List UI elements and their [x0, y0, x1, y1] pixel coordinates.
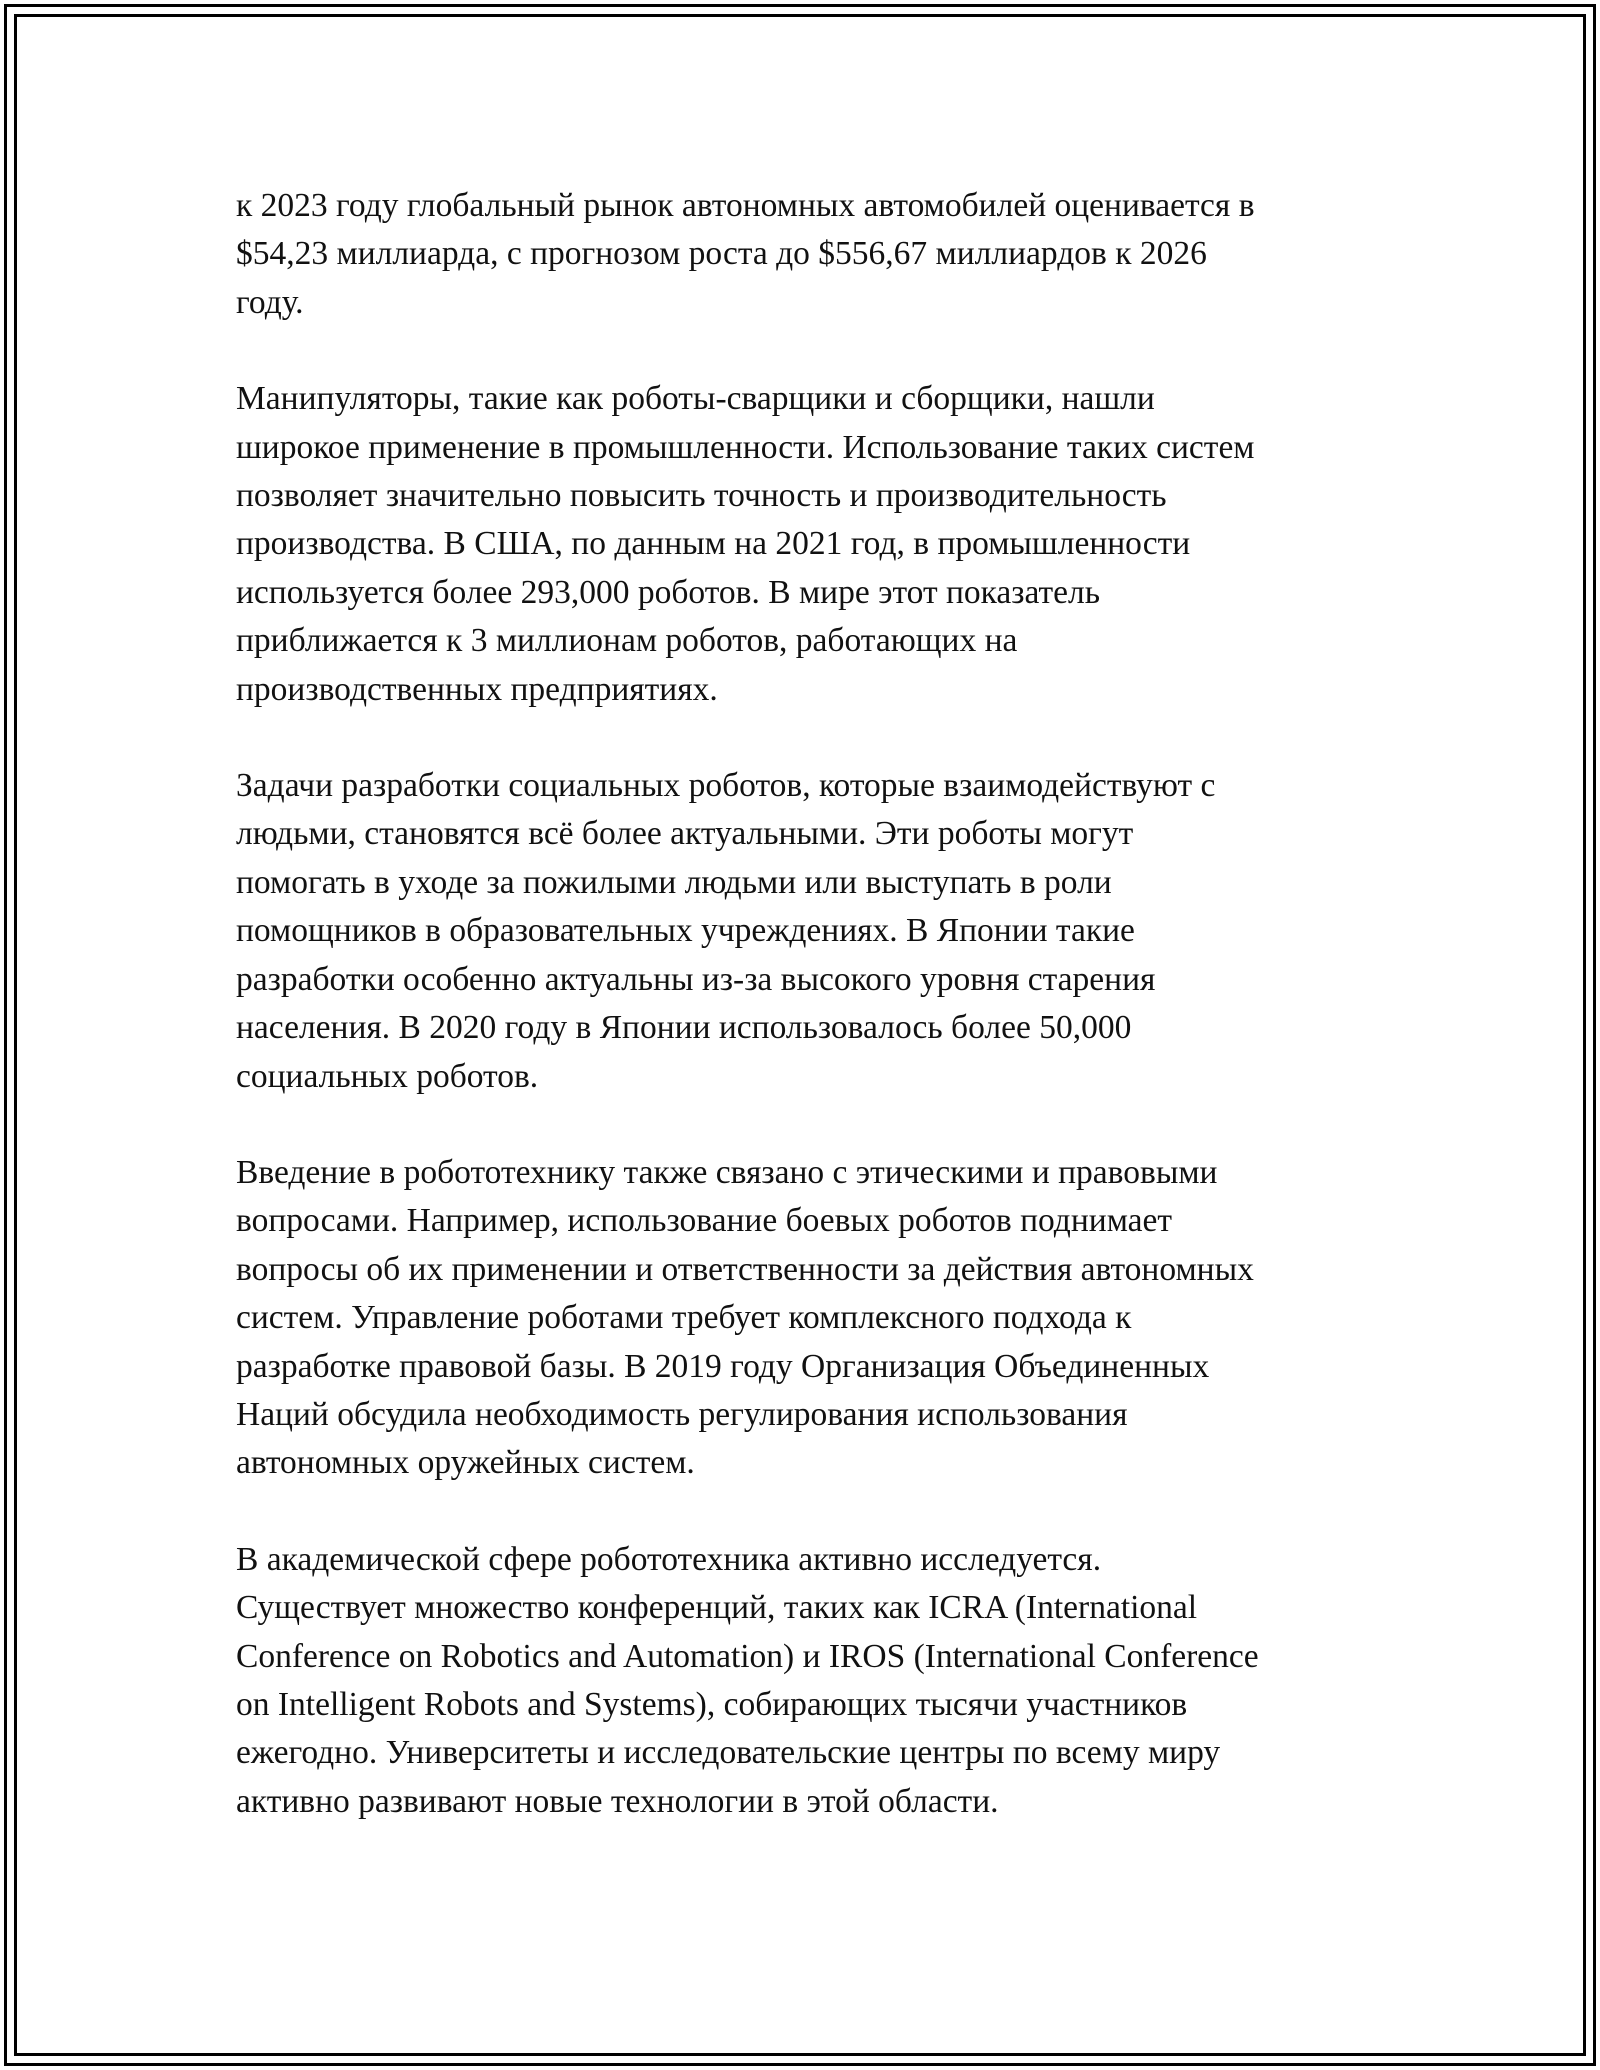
paragraph-industrial-manipulators: Манипуляторы, такие как роботы-сварщики и сборщики, нашли широкое применение в промышленности. Использование таких систем позволяет значительно повысить точность и производительность производства. В США, по данным на 2021 год, в промышленности используется более 293,000 роботов. В мире этот показатель приближается к 3 миллионам роботов, работающих на производственных предприятиях. — [236, 380, 1255, 708]
paragraph-social-robots: Задачи разработки социальных роботов, которые взаимодействуют с людьми, становятся всё более актуальными. Эти роботы могут помогать в уходе за пожилыми людьми или выступать в роли помощников в образовательных учреждениях. В Японии такие разработки особенно актуальны из-за высокого уровня старения населения. В 2020 году в Японии использовалось более 50,000 социальных роботов. — [236, 767, 1216, 1095]
paragraph-ethics-and-law: Введение в робототехнику также связано с этическими и правовыми вопросами. Например, использование боевых роботов поднимает вопросы об их применении и ответственности за действия автономных систем. Управление роботами требует комплексного подхода к разработке правовой базы. В 2019 году Организация Объединенных Наций обсудила необходимость регулирования использования автономных оружейных систем. — [236, 1153, 1254, 1482]
document-body — [236, 182, 1366, 1826]
paragraph-academic-research: В академической сфере робототехника активно исследуется. Существует множество конференций, таких как ICRA (International Conference on Robotics and Automation) и IROS (International Conference on Intelligent Robots and Systems), собирающих тысячи участников ежегодно. Университеты и исследовательские центры по всему миру активно развивают новые технологии в этой области. — [236, 1540, 1259, 1820]
paragraph-autonomous-cars-market: к 2023 году глобальный рынок автономных автомобилей оценивается в $54,23 миллиарда, с прогнозом роста до $556,67 миллиардов к 2026 году. — [236, 187, 1255, 321]
